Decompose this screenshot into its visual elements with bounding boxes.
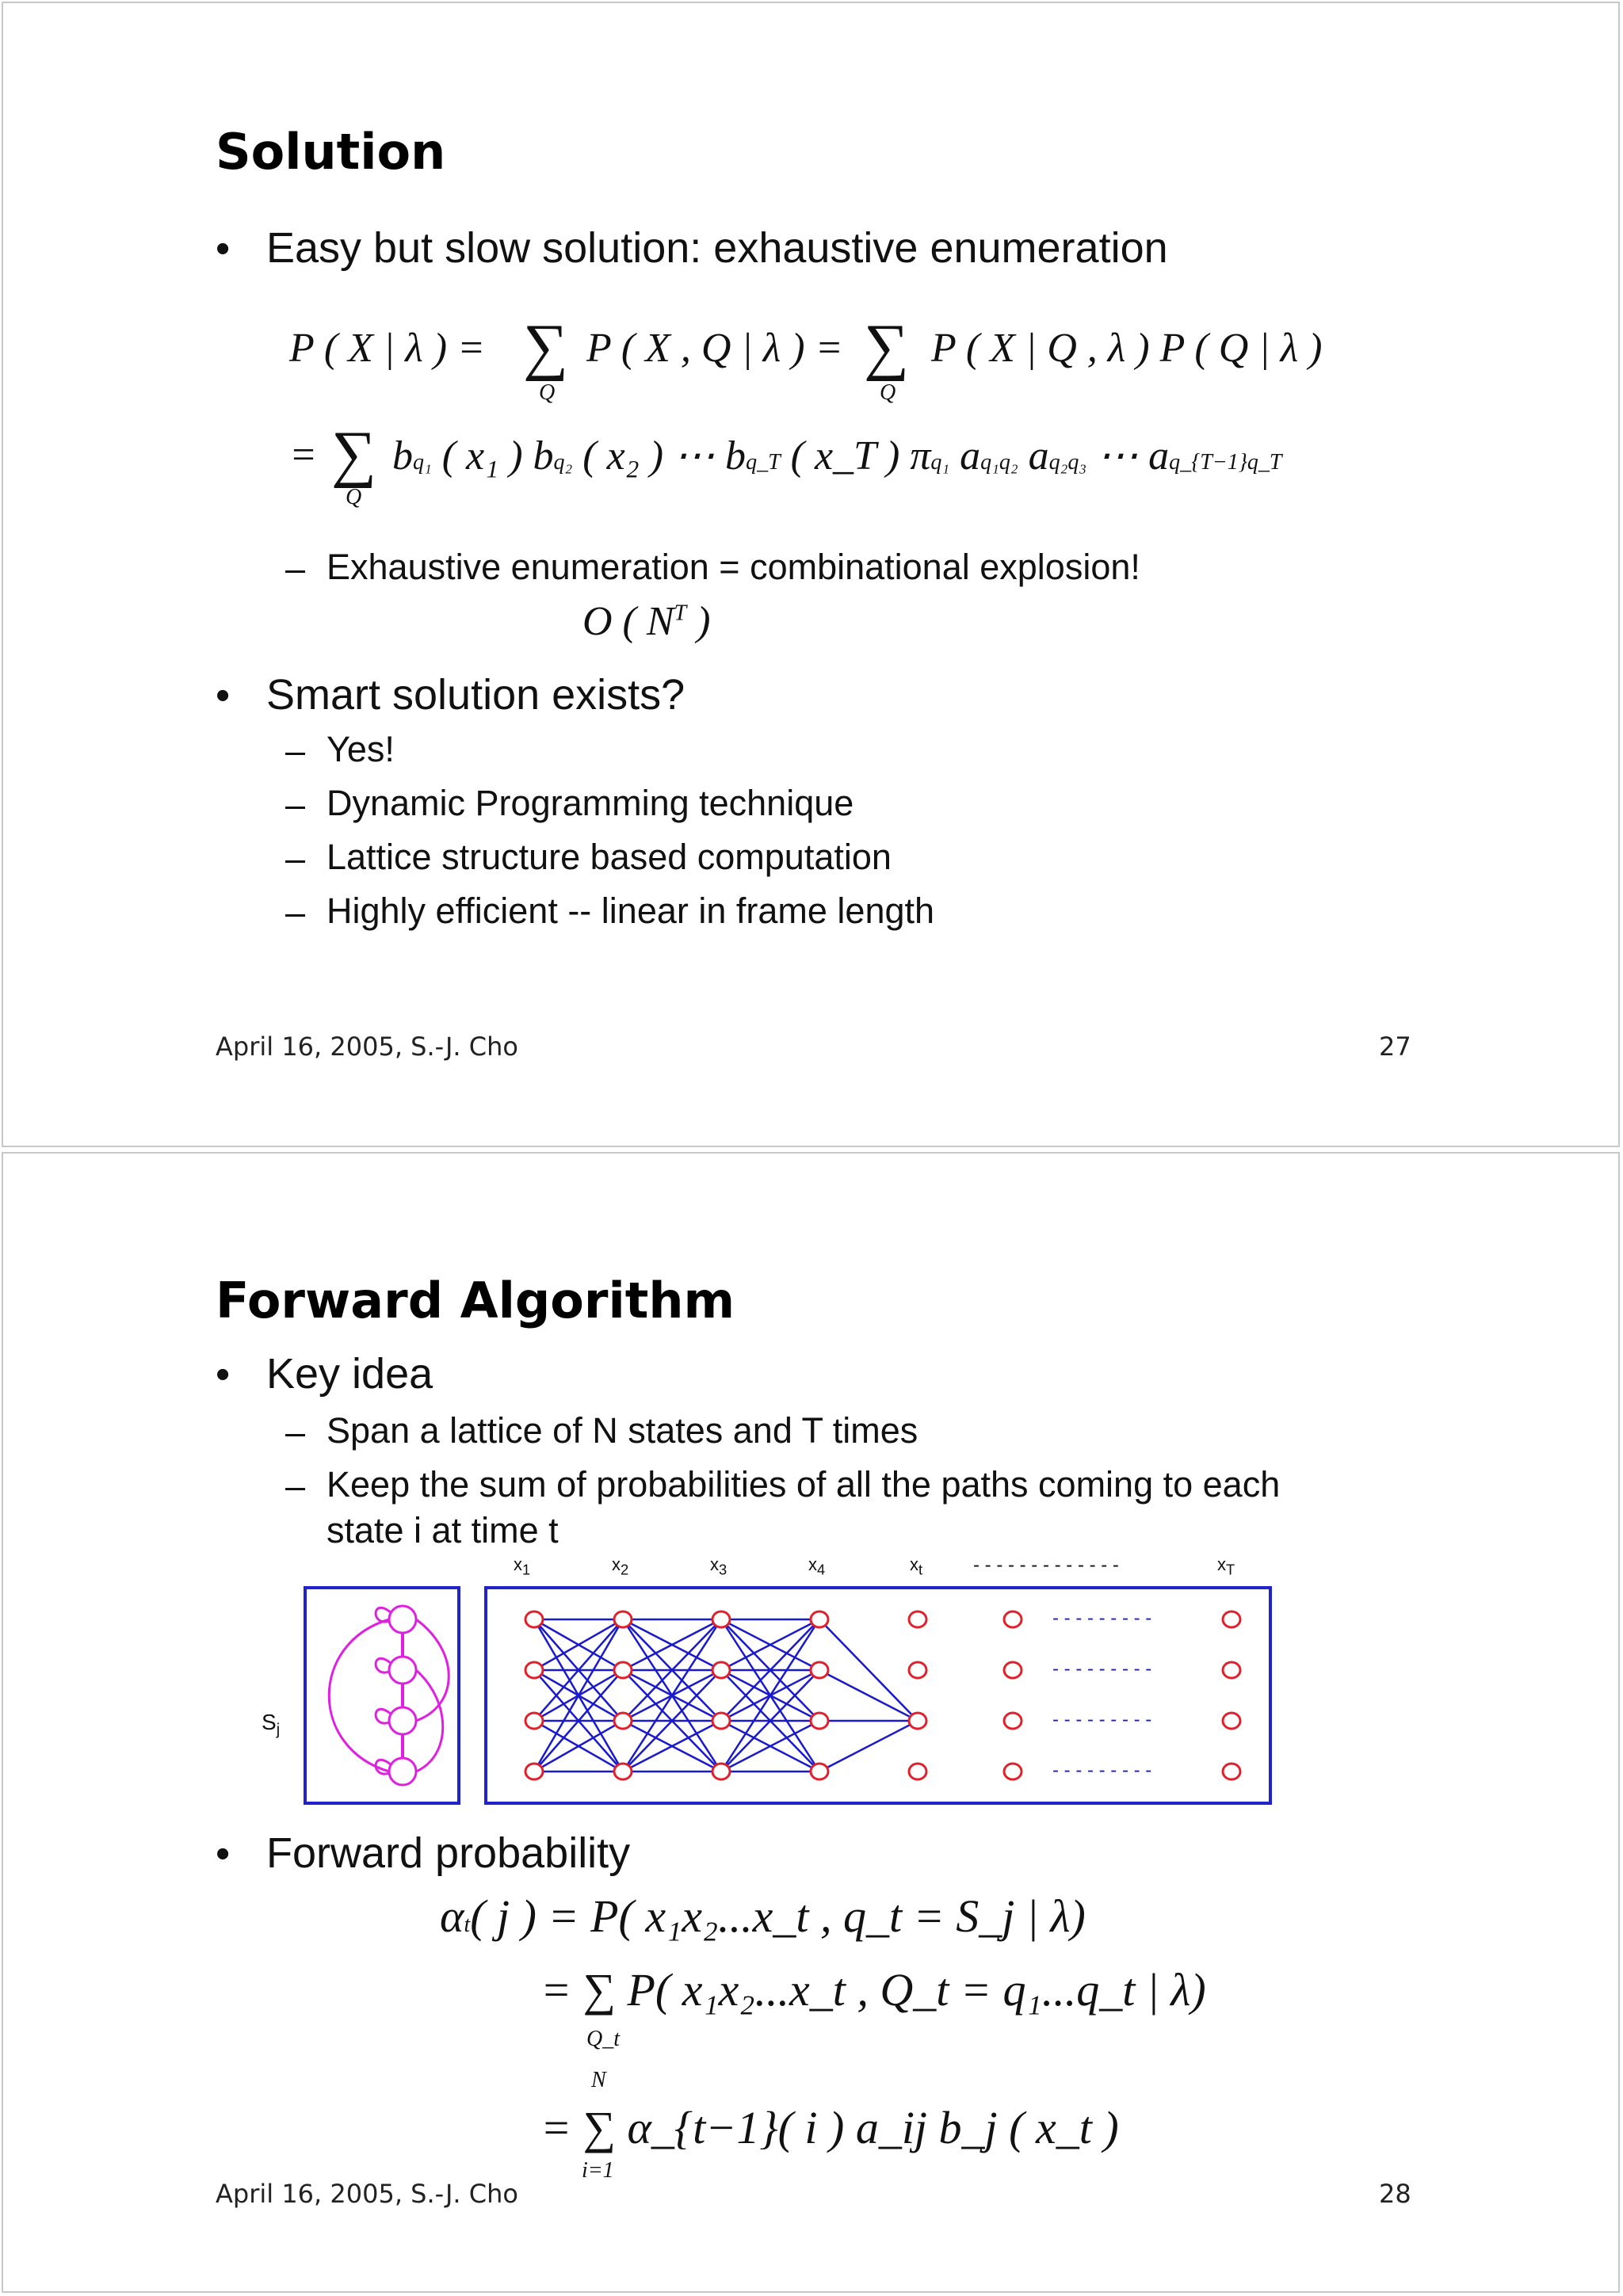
bullet-icon: • <box>216 673 231 719</box>
lattice-node <box>909 1611 926 1627</box>
lattice-nodes <box>525 1611 1240 1779</box>
lattice-node <box>525 1611 543 1627</box>
time-label-4: $x_4$ <box>808 1554 826 1578</box>
dash-icon: – <box>285 838 306 879</box>
bullet-text: Smart solution exists? <box>266 671 685 719</box>
hmm-skip-arc <box>416 1619 449 1721</box>
alpha-eq-line3-bot: i=1 <box>582 2158 614 2183</box>
lattice-node <box>525 1713 543 1729</box>
sum-icon: ∑ <box>331 419 377 489</box>
eq1-lhs: P ( X | λ ) = <box>289 326 486 371</box>
alpha-eq-line3-top: N <box>591 2068 606 2092</box>
time-label-2: $x_2$ <box>612 1554 629 1578</box>
bullet-text: Forward probability <box>266 1829 631 1877</box>
hmm-state <box>389 1758 416 1785</box>
row-dash: - - - - - - - - - <box>1052 1760 1152 1781</box>
lattice-node <box>1223 1662 1240 1678</box>
lattice-node <box>525 1662 543 1678</box>
eq2-sum-sub: Q <box>346 485 362 509</box>
sub-bullet-text-cont: state i at time t <box>327 1510 559 1550</box>
lattice-node <box>1223 1611 1240 1627</box>
lattice-node <box>1004 1764 1022 1779</box>
lattice-node <box>614 1611 632 1627</box>
lattice-edges <box>534 1619 918 1772</box>
lattice-node <box>1004 1713 1022 1729</box>
time-label-3: $x_3$ <box>710 1554 727 1578</box>
eq1-rhs: P ( X | Q , λ ) P ( Q | λ ) <box>931 326 1323 371</box>
lattice-node <box>811 1611 828 1627</box>
footer-author-date: April 16, 2005, S.-J. Cho <box>216 2179 518 2209</box>
sum-icon: ∑ <box>864 312 910 382</box>
page-number: 28 <box>1379 2179 1411 2209</box>
lattice-node <box>712 1611 730 1627</box>
eq1-mid: P ( X , Q | λ ) = <box>586 326 843 371</box>
time-dashes: - - - - - - - - - - - - - <box>973 1554 1119 1576</box>
lattice-node <box>811 1662 828 1678</box>
hmm-state <box>389 1707 416 1734</box>
lattice-node <box>712 1713 730 1729</box>
sum-icon: ∑ <box>523 312 569 382</box>
lattice-node <box>614 1764 632 1779</box>
row-dash: - - - - - - - - - <box>1052 1709 1152 1730</box>
sub-bullet-text: Highly efficient -- linear in frame length <box>327 891 935 931</box>
bullet-text: Key idea <box>266 1350 433 1398</box>
sub-bullet-text: Exhaustive enumeration = combinational explosion! <box>327 547 1140 587</box>
lattice-node <box>811 1764 828 1779</box>
dash-icon: – <box>285 784 306 825</box>
lattice-node <box>525 1764 543 1779</box>
lattice-node <box>909 1764 926 1779</box>
sub-bullet-text: Dynamic Programming technique <box>327 783 854 823</box>
slide-title: Forward Algorithm <box>216 1272 735 1329</box>
footer-author-date: April 16, 2005, S.-J. Cho <box>216 1032 518 1062</box>
eq1-sum-sub: Q <box>539 380 556 405</box>
big-o-notation: O ( $N^T$ ) <box>582 599 711 644</box>
alpha-eq-line2: = ∑ P( x₁x₂...x_t , Q_t = q₁...q_t | λ) <box>540 1964 1206 2016</box>
time-label-T: $x_T$ <box>1217 1554 1235 1578</box>
time-label-t: $x_t$ <box>910 1554 923 1578</box>
lattice-node <box>1223 1713 1240 1729</box>
row-dash: - - - - - - - - - <box>1052 1658 1152 1680</box>
dash-icon: – <box>285 548 306 589</box>
sub-bullet-text: Lattice structure based computation <box>327 837 892 877</box>
lattice-node <box>909 1662 926 1678</box>
lattice-node <box>811 1713 828 1729</box>
alpha-eq-line3: = ∑ α_{t−1}( i ) a_ij b_j ( x_t ) <box>540 2102 1119 2153</box>
lattice-diagram <box>301 1580 1276 1810</box>
eq1-sum-sub: Q <box>880 380 896 405</box>
lattice-node <box>712 1764 730 1779</box>
hmm-state <box>389 1606 416 1633</box>
alpha-eq-line2-sub: Q_t <box>586 2027 620 2051</box>
sub-bullet-text: Span a lattice of N states and T times <box>327 1410 918 1451</box>
lattice-node <box>1223 1764 1240 1779</box>
lattice-edge <box>819 1670 918 1721</box>
row-dash: - - - - - - - - - <box>1052 1608 1152 1629</box>
bullet-icon: • <box>216 1831 231 1877</box>
lattice-node <box>712 1662 730 1678</box>
state-label: $S_j$ <box>262 1710 281 1739</box>
eq2-expression: bq₁ ( x₁ ) bq₂ ( x₂ ) ⋯ bq_T ( x_T ) πq₁ aq₁q₂ aq₂q₃ ⋯ aq_{T−1}q_T <box>392 433 1282 479</box>
hmm-skip-arc <box>416 1670 443 1772</box>
row-dashes <box>1052 1608 1151 1781</box>
dash-icon: – <box>285 1466 306 1506</box>
eq2-equals: = <box>289 433 318 478</box>
lattice-node <box>614 1713 632 1729</box>
lattice-node <box>614 1662 632 1678</box>
dash-icon: – <box>285 892 306 933</box>
hmm-skip-arc <box>329 1619 389 1772</box>
time-label-1: $x_1$ <box>514 1554 531 1578</box>
slide-title: Solution <box>216 123 446 181</box>
bullet-icon: • <box>216 226 231 272</box>
dash-icon: – <box>285 730 306 771</box>
sub-bullet-text: Keep the sum of probabilities of all the paths coming to each <box>327 1464 1281 1505</box>
hmm-state <box>389 1657 416 1684</box>
bullet-text: Easy but slow solution: exhaustive enumeration <box>266 224 1168 272</box>
lattice-edge <box>819 1721 918 1772</box>
dash-icon: – <box>285 1412 306 1452</box>
alpha-eq-line1: αt( j ) = P( x₁x₂...x_t , q_t = S_j | λ) <box>440 1890 1086 1942</box>
lattice-node <box>1004 1662 1022 1678</box>
lattice-edge <box>819 1619 918 1721</box>
bullet-icon: • <box>216 1352 231 1398</box>
hmm-state-graph <box>329 1606 449 1785</box>
lattice-node <box>1004 1611 1022 1627</box>
sub-bullet-text: Yes! <box>327 729 395 769</box>
lattice-node <box>909 1713 926 1729</box>
page-number: 27 <box>1379 1032 1411 1062</box>
